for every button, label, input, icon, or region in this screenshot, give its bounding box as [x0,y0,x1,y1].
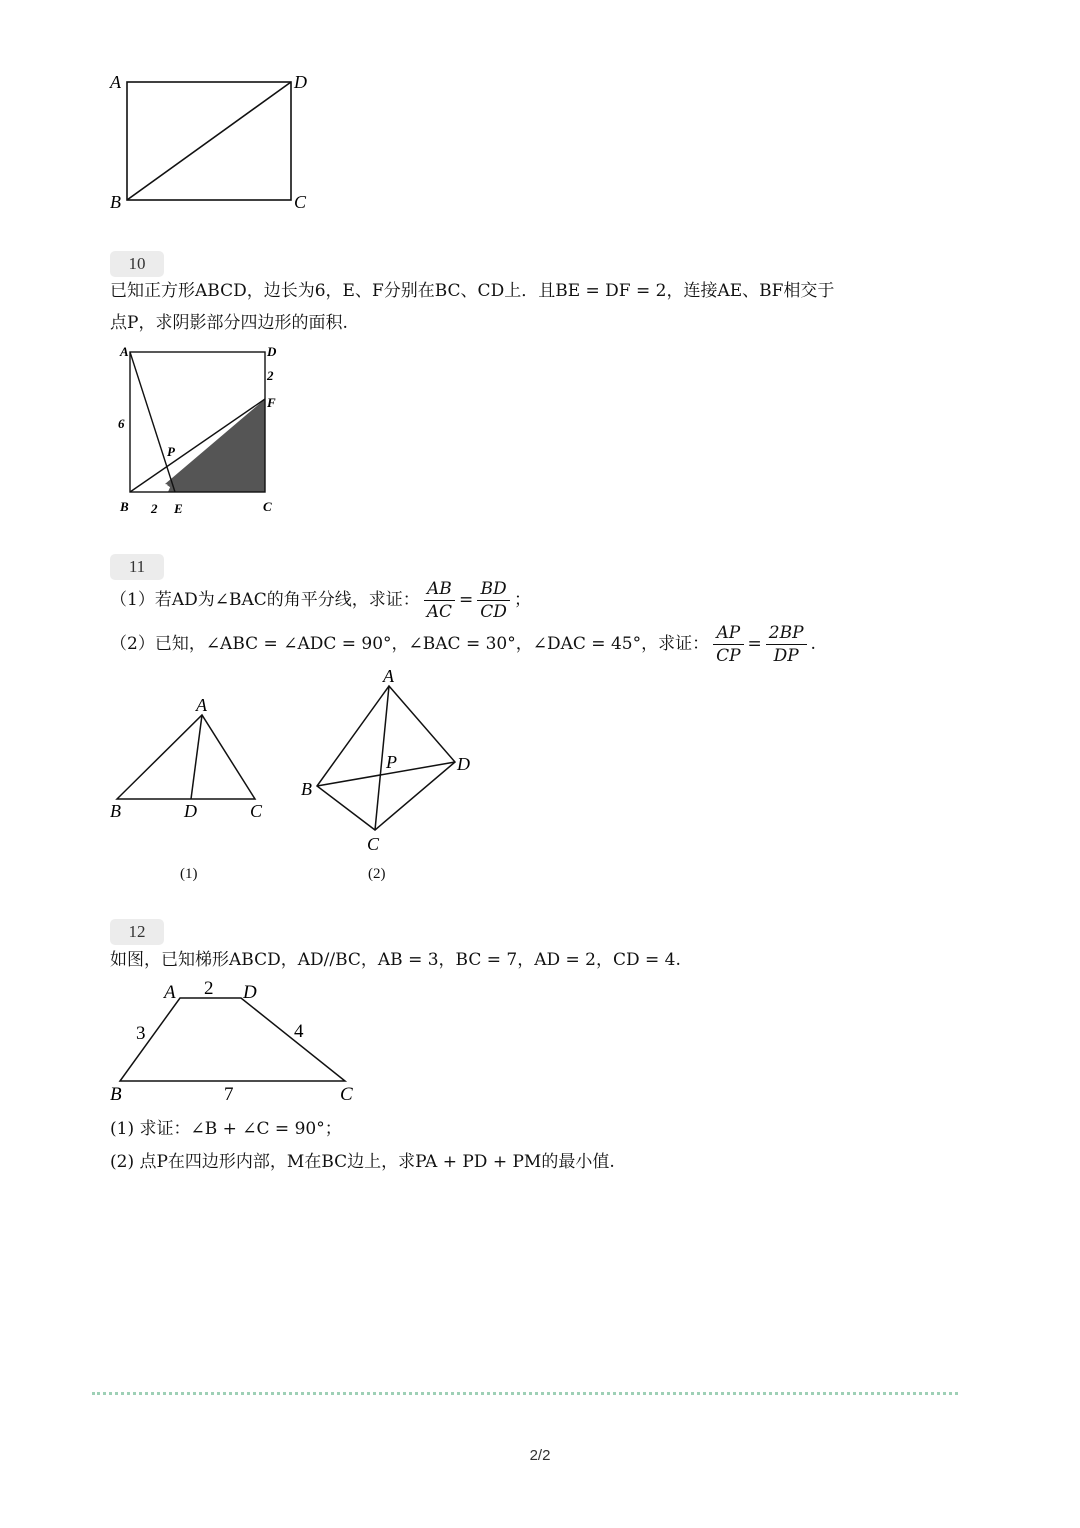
label-d: D [457,754,470,774]
label-a: A [196,695,207,715]
label-a: A [110,72,121,92]
label-d: D [294,72,307,92]
label-ab-length: 3 [136,1023,146,1044]
fraction: $\frac{AP}{CP}$ [713,622,743,667]
label-a: A [164,982,176,1003]
label-c: C [294,192,307,212]
label-c: C [367,834,380,854]
figure-trapezoid [100,976,370,1108]
label-cd-length: 4 [294,1021,304,1042]
label-b: B [110,1084,122,1105]
punctuation: . [810,634,816,654]
page-number: 2/2 [529,1447,551,1464]
label-a: A [120,344,129,359]
label-b: B [120,499,129,514]
label-b: B [110,801,121,821]
equals-sign: = [459,590,474,610]
label-bc-length: 7 [224,1084,234,1105]
label-c: C [340,1084,353,1105]
figure-caption: (2) [368,866,386,882]
q10-text-line2: 点P，求阴影部分四边形的面积. [110,313,348,333]
figure-caption: (1) [180,866,198,882]
figure-square-shaded [110,340,290,520]
equals-sign: = [747,634,762,654]
figure-quadrilateral-diagonals [295,664,485,860]
q10-text-line1: 已知正方形ABCD，边长为6，E、F分别在BC、CD上．且BE = DF = 2，连接AE、BF相交于 [110,281,835,301]
label-e: E [174,501,183,516]
label-d: D [184,801,197,821]
q12-text-line1: 如图，已知梯形ABCD，AD//BC，AB = 3，BC = 7，AD = 2，CD = 4. [110,950,681,970]
fraction: $\frac{AB}{AC}$ [424,578,455,623]
fraction: $\frac{2BP}{DP}$ [766,622,807,667]
label-f: F [267,395,276,410]
q11-part2-text: （2）已知，∠ABC = ∠ADC = 90°，∠BAC = 30°，∠DAC = 45°，求证： [110,634,710,654]
label-side-6: 6 [118,416,125,431]
question-number-badge: 12 [110,919,164,945]
question-number-badge: 11 [110,554,164,580]
label-c: C [250,801,263,821]
label-p: P [386,752,397,772]
label-ad-length: 2 [204,978,214,999]
punctuation: ； [513,590,531,610]
label-d: D [243,982,257,1003]
figure-triangle-bisector [100,690,280,830]
page-divider [92,1392,958,1395]
q12-part1: (1) 求证：∠B + ∠C = 90°； [110,1119,342,1139]
label-p: P [167,444,175,459]
label-df-2: 2 [267,368,274,383]
q11-part1-text: （1）若AD为∠BAC的角平分线，求证： [110,590,420,610]
label-b: B [110,192,121,212]
label-be-2: 2 [151,501,158,516]
fraction: $\frac{BD}{CD}$ [477,578,510,623]
label-d: D [267,344,277,359]
q11-part2 [110,620,816,668]
q11-part1 [110,576,531,624]
label-a: A [383,666,394,686]
q12-part2: (2) 点P在四边形内部，M在BC边上，求PA + PD + PM的最小值. [110,1152,615,1172]
label-c: C [263,499,272,514]
figure-rectangle-abcd [100,66,330,216]
question-number-badge: 10 [110,251,164,277]
label-b: B [301,779,312,799]
